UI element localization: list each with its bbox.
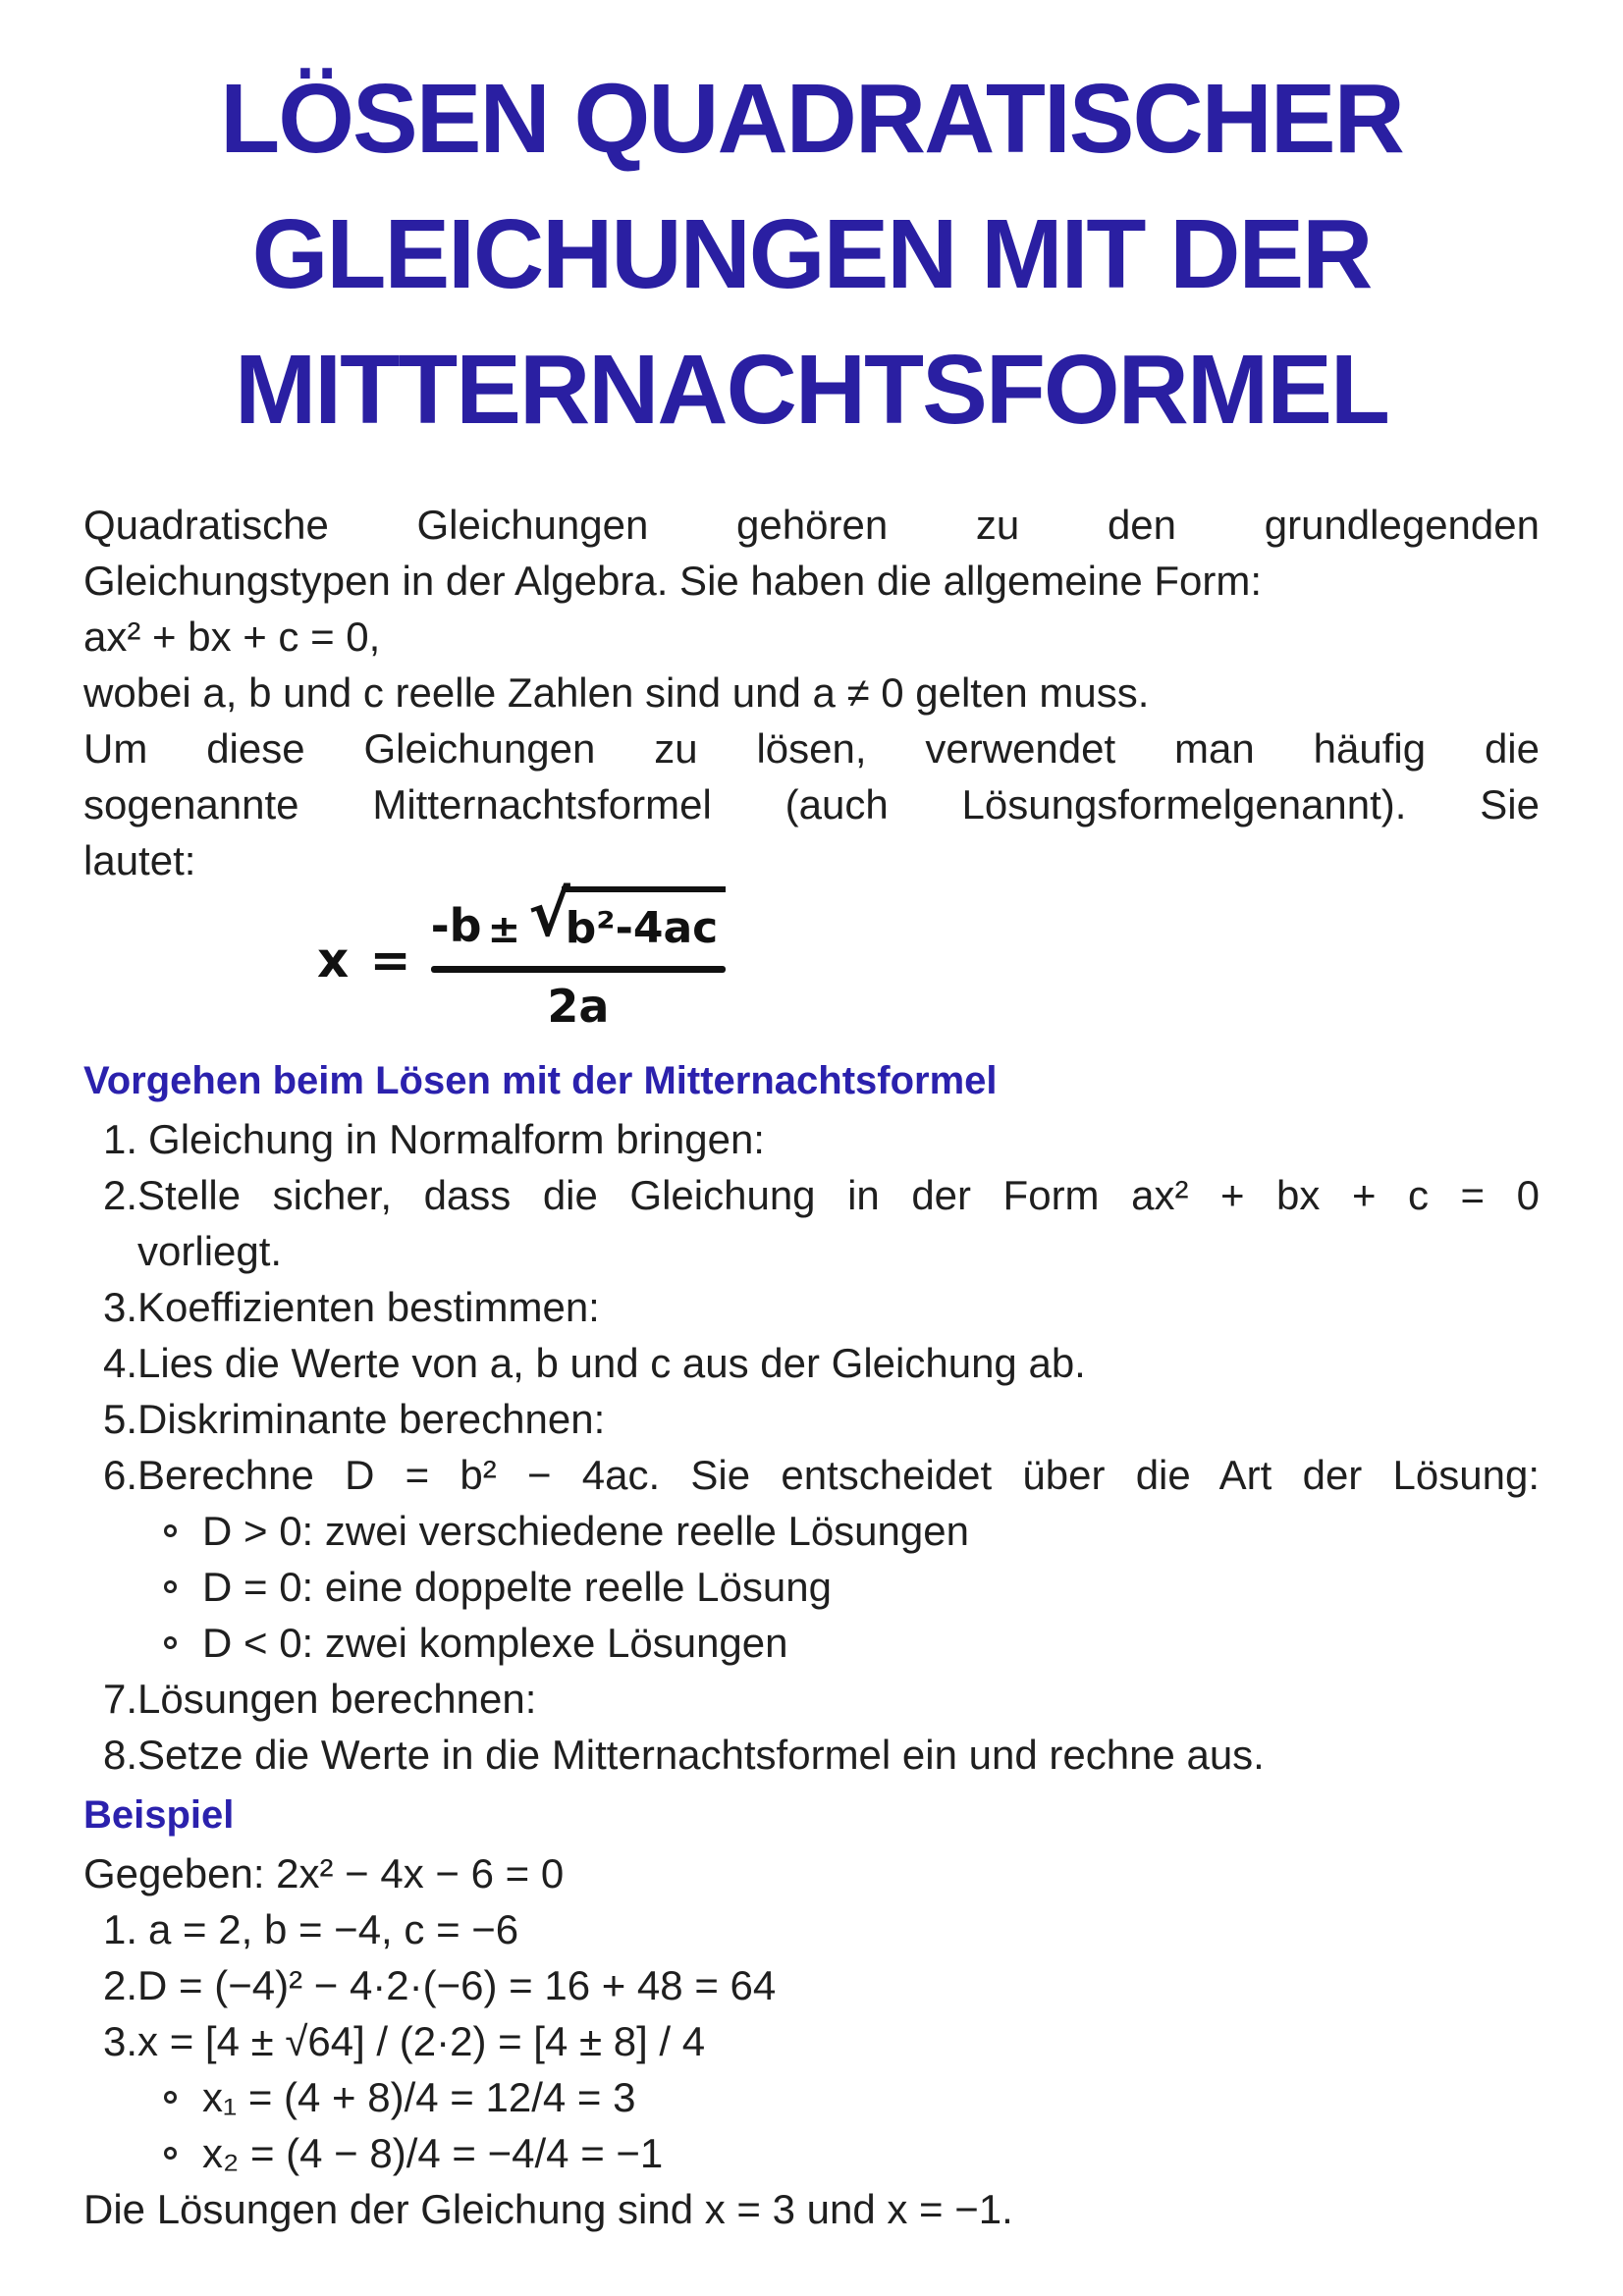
item-marker: 2. (103, 1962, 138, 2008)
radical-sign-icon: √ (528, 879, 570, 951)
title-line-2: GLEICHUNGEN MIT DER (251, 199, 1372, 309)
item-text: D = (−4)² − 4·2·(−6) = 16 + 48 = 64 (137, 1962, 777, 2008)
list-item (103, 1111, 1540, 1167)
quadratic-formula (317, 879, 726, 1035)
item-text: x = [4 ± √64] / (2·2) = [4 ± 8] / 4 (137, 2018, 706, 2064)
formula-lhs: x = (317, 932, 413, 988)
example-list (103, 1901, 1540, 2181)
item-text: Lösungen berechnen: (137, 1676, 537, 1722)
formula-fraction (430, 879, 727, 1035)
item-marker: 7. (103, 1676, 138, 1722)
bullet-item (103, 2125, 1540, 2181)
item-text-line: vorliegt. (137, 1228, 283, 1274)
item-text-line: Stelle sicher, dass die Gleichung in der Form ax² + bx + c = 0 (137, 1172, 1540, 1218)
item-marker: 4. (103, 1340, 138, 1386)
bullet-item (103, 2069, 1540, 2125)
list-item (103, 1279, 1540, 1335)
item-text: Berechne D = b² − 4ac. Sie entscheidet über die Art der Lösung: (137, 1452, 1540, 1498)
item-marker: 2. (103, 1172, 138, 1218)
intro-line: Quadratische Gleichungen gehören zu den grundlegenden (83, 502, 1540, 548)
bullet-item (103, 1503, 1540, 1559)
intro-paragraph (83, 497, 1540, 888)
item-text: Lies die Werte von a, b und c aus der Gleichung ab. (137, 1340, 1086, 1386)
procedure-heading: Vorgehen beim Lösen mit der Mitternachtsformel (83, 1059, 998, 1102)
intro-line: Um diese Gleichungen zu lösen, verwendet man häufig die (83, 725, 1540, 772)
bullet-text: D = 0: eine doppelte reelle Lösung (202, 1564, 832, 1610)
bullet-ring-icon (164, 1580, 177, 1593)
document-body (83, 497, 1540, 2237)
intro-line: ax² + bx + c = 0, (83, 614, 381, 660)
intro-line: Gleichungstypen in der Algebra. Sie haben die allgemeine Form: (83, 558, 1263, 604)
list-item (103, 1901, 1540, 1957)
bullet-item (103, 1615, 1540, 1671)
formula-denominator: 2a (547, 980, 610, 1033)
list-item (103, 1957, 1540, 2013)
list-item (103, 2013, 1540, 2069)
radicand: b²-4ac (562, 886, 726, 956)
item-marker: 5. (103, 1396, 138, 1442)
list-item (103, 1391, 1540, 1447)
square-root (528, 879, 726, 956)
conclusion-text: Die Lösungen der Gleichung sind x = 3 und x = −1. (83, 2186, 1013, 2232)
bullet-ring-icon (164, 1636, 177, 1649)
bullet-ring-icon (164, 2147, 177, 2160)
bullet-ring-icon (164, 1524, 177, 1537)
bullet-ring-icon (164, 2091, 177, 2104)
item-marker: 6. (103, 1452, 138, 1498)
example-given: Gegeben: 2x² − 4x − 6 = 0 (83, 1850, 565, 1896)
item-marker: 3. (103, 2018, 138, 2064)
item-marker: 1. (103, 1116, 138, 1162)
formula-numerator (430, 879, 727, 958)
item-marker: 8. (103, 1732, 138, 1778)
item-marker: 3. (103, 1284, 138, 1330)
bullet-text: D < 0: zwei komplexe Lösungen (202, 1620, 788, 1666)
list-item (103, 1671, 1540, 1727)
bullet-text: x₁ = (4 + 8)/4 = 12/4 = 3 (202, 2074, 636, 2120)
list-item (103, 1447, 1540, 1503)
list-item (103, 1167, 1540, 1279)
intro-line: lautet: (83, 837, 196, 883)
item-text: Koeffizienten bestimmen: (137, 1284, 600, 1330)
item-text: a = 2, b = −4, c = −6 (148, 1906, 519, 1952)
item-text (137, 1167, 1540, 1279)
title-line-3: MITTERNACHTSFORMEL (235, 335, 1388, 445)
plus-minus-sign: ± (487, 907, 521, 952)
bullet-text: x₂ = (4 − 8)/4 = −4/4 = −1 (202, 2130, 664, 2176)
item-text: Gleichung in Normalform bringen: (148, 1116, 765, 1162)
bullet-text: D > 0: zwei verschiedene reelle Lösungen (202, 1508, 969, 1554)
formula-minus-b: -b (430, 899, 482, 952)
item-text: Diskriminante berechnen: (137, 1396, 606, 1442)
intro-line: wobei a, b und c reelle Zahlen sind und a ≠ 0 gelten muss. (83, 669, 1150, 716)
title-line-1: LÖSEN QUADRATISCHER (220, 64, 1403, 174)
list-item (103, 1727, 1540, 1783)
item-marker: 1. (103, 1906, 138, 1952)
intro-line: sogenannte Mitternachtsformel (auch Lösungsformelgenannt). Sie (83, 781, 1540, 828)
list-item (103, 1335, 1540, 1391)
example-heading: Beispiel (83, 1793, 235, 1837)
procedure-list (103, 1111, 1540, 1783)
bullet-item (103, 1559, 1540, 1615)
fraction-bar (431, 966, 727, 973)
item-text: Setze die Werte in die Mitternachtsformel ein und rechne aus. (137, 1732, 1265, 1778)
page-title (0, 0, 1623, 457)
